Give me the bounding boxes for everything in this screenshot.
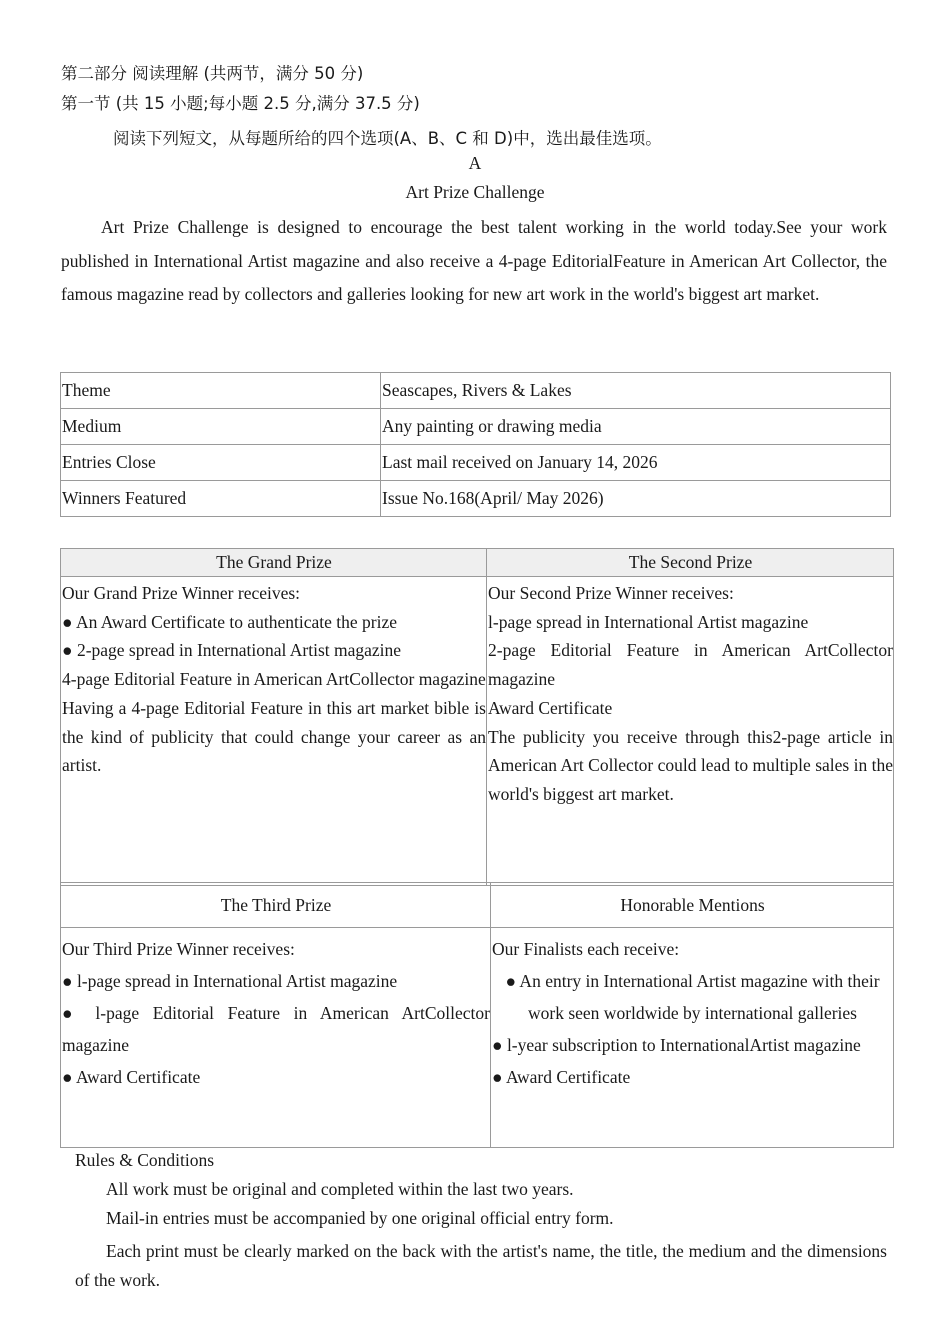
third-prize-item: ● l-page Editorial Feature in American ArtCollector magazine [62, 1003, 490, 1055]
honorable-heading: Honorable Mentions [491, 883, 894, 928]
third-prize-item: ● l-page spread in International Artist magazine [62, 971, 398, 991]
info-value: Any painting or drawing media [381, 409, 891, 445]
prize-table-top [60, 548, 894, 886]
second-prize-heading: The Second Prize [487, 549, 894, 577]
rule-item: All work must be original and completed within the last two years. [106, 1179, 574, 1199]
grand-prize-note: Having a 4-page Editorial Feature in this art market bible is the kind of publicity that could change your career as an artist. [62, 697, 486, 776]
table-row [61, 409, 891, 445]
table-row [61, 445, 891, 481]
honorable-item: ● l-year subscription to InternationalArtist magazine [492, 1035, 861, 1055]
rule-item: Each print must be clearly marked on the back with the artist's name, the title, the medium and the dimensions of the work. [75, 1241, 887, 1290]
third-prize-heading: The Third Prize [61, 883, 491, 928]
part-heading: 第二部分 阅读理解 (共两节，满分 50 分) [61, 64, 364, 83]
prize-table-bottom [60, 882, 894, 1148]
honorable-item: ● Award Certificate [492, 1067, 631, 1087]
grand-prize-item: ● An Award Certificate to authenticate the prize [62, 611, 398, 632]
second-prize-intro: Our Second Prize Winner receives: [488, 583, 734, 603]
instruction-text: 阅读下列短文，从每题所给的四个选项(A、B、C 和 D)中，选出最佳选项。 [113, 129, 662, 148]
honorable-item: ● An entry in International Artist magazine with their work seen worldwide by international galleries [505, 971, 880, 1023]
rules-heading: Rules & Conditions [75, 1150, 215, 1170]
info-label: Medium [61, 409, 381, 445]
section-heading: 第一节 (共 15 小题;每小题 2.5 分,满分 37.5 分) [61, 94, 420, 113]
info-table [60, 372, 891, 517]
grand-prize-cell [61, 577, 487, 886]
grand-prize-item: ● 2-page spread in International Artist magazine [62, 640, 402, 661]
grand-prize-heading: The Grand Prize [61, 549, 487, 577]
rule-item: Mail-in entries must be accompanied by one original official entry form. [106, 1208, 614, 1228]
grand-prize-intro: Our Grand Prize Winner receives: [62, 583, 301, 603]
third-prize-intro: Our Third Prize Winner receives: [62, 939, 295, 959]
info-value: Seascapes, Rivers & Lakes [381, 373, 891, 409]
info-label: Entries Close [61, 445, 381, 481]
passage-letter: A [468, 153, 482, 173]
second-prize-note: The publicity you receive through this2-page article in American Art Collector could lead to multiple sales in the world's biggest art market. [488, 726, 893, 804]
second-prize-cell [487, 577, 894, 886]
intro-paragraph: Art Prize Challenge is designed to encourage the best talent working in the world today.See your work published in International Artist magazine and also receive a 4-page EditorialFeature in American Art Collector, the famous magazine read by collectors and galleries looking for new art work in the world's biggest art market. [61, 217, 887, 304]
second-prize-item: 2-page Editorial Feature in American ArtCollector magazine [488, 640, 893, 690]
article-title: Art Prize Challenge [405, 182, 545, 202]
honorable-cell [491, 928, 894, 1148]
table-row [61, 373, 891, 409]
third-prize-item: ● Award Certificate [62, 1067, 201, 1087]
grand-prize-item: 4-page Editorial Feature in American ArtCollector magazine [62, 669, 486, 690]
honorable-intro: Our Finalists each receive: [492, 939, 680, 959]
second-prize-item: l-page spread in International Artist magazine [488, 611, 809, 632]
table-row [61, 481, 891, 517]
info-value: Issue No.168(April/ May 2026) [381, 481, 891, 517]
second-prize-item: Award Certificate [488, 697, 613, 718]
info-value: Last mail received on January 14, 2026 [381, 445, 891, 481]
third-prize-cell [61, 928, 491, 1148]
info-label: Theme [61, 373, 381, 409]
info-label: Winners Featured [61, 481, 381, 517]
